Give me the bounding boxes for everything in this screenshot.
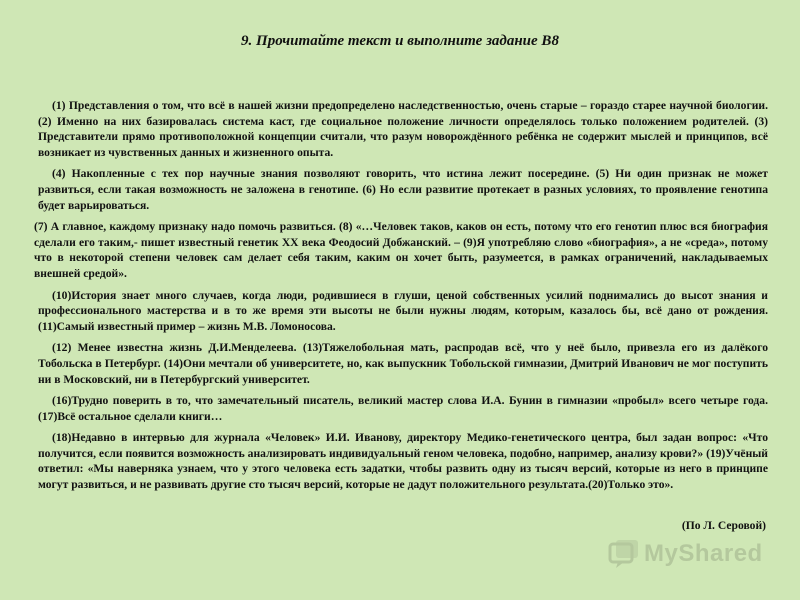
passage	[34, 98, 768, 499]
source-attribution: (По Л. Серовой)	[681, 519, 766, 532]
paragraph-1: (1) Представления о том, что всё в нашей жизни предопределено наследственностью, очень старые – гораздо старее научной биологии. (2) Именно на них базировалась система каст, где социальное положение личности определялось только положением родителей. (3) Представители прямо противоположной концепции считали, что разум новорождённого ребёнка не содержит мыслей и принципов, всё возникает из чувственных данных и жизненного опыта.	[38, 99, 768, 159]
paragraph-5: (12) Менее известна жизнь Д.И.Менделеева. (13)Тяжелобольная мать, распродав всё, что у неё было, привезла его из далёкого Тобольска в Петербург. (14)Они мечтали об университете, но, как выпускник Тобольской гимназии, Дмитрий Иванович не мог поступить ни в Московский, ни в Петербургский университет.	[38, 341, 768, 386]
myshared-logo-icon	[608, 538, 640, 570]
paragraph-3: (7) А главное, каждому признаку надо помочь развиться. (8) «…Человек таков, каков он есть, потому что его генотип плюс вся биография сделали его таким,- пишет известный генетик XX века Феодосий Добжанский. – (9)Я употребляю слово «биография», а не «среда», потому что в некоторой степени человек сам делает себя таким, каким он хочет быть, разумеется, в рамках ограничений, накладываемых внешней средой».	[34, 220, 768, 280]
task-title: 9. Прочитайте текст и выполните задание В8	[241, 33, 559, 49]
paragraph-2: (4) Накопленные с тех пор научные знания позволяют говорить, что истина лежит посередине. (5) Ни один признак не может развиться, если такая возможность не заложена в генотипе. (6) Но если развитие протекает в разных условиях, то проявление генотипа будет варьироваться.	[38, 167, 768, 212]
paragraph-6: (16)Трудно поверить в то, что замечательный писатель, великий мастер слова И.А. Бунин в гимназии «пробыл» всего четыре года. (17)Всё остальное сделали книги…	[38, 394, 768, 423]
watermark-text: MyShared	[644, 540, 763, 567]
paragraph-7: (18)Недавно в интервью для журнала «Человек» И.И. Иванову, директору Медико-генетического центра, был задан вопрос: «Что получится, если появится возможность анализировать индивидуальный геном человека, подобно, например, анализу крови?» (19)Учёный ответил: «Мы наверняка узнаем, что у этого человека есть задатки, чтобы развить одну из тысяч версий, которые из него в принципе могут развиться, и не развивать другие сто тысяч версий, которые не дадут положительного результата.(20)Только это».	[38, 431, 768, 492]
paragraph-4: (10)История знает много случаев, когда люди, родившиеся в глуши, ценой собственных усилий поднимались до высот знания и профессионального мастерства и в то же время эти высоты не были нужны людям, которым, казалось бы, всё дано от рождения. (11)Самый известный пример – жизнь М.В. Ломоносова.	[38, 288, 768, 333]
watermark	[608, 538, 763, 570]
